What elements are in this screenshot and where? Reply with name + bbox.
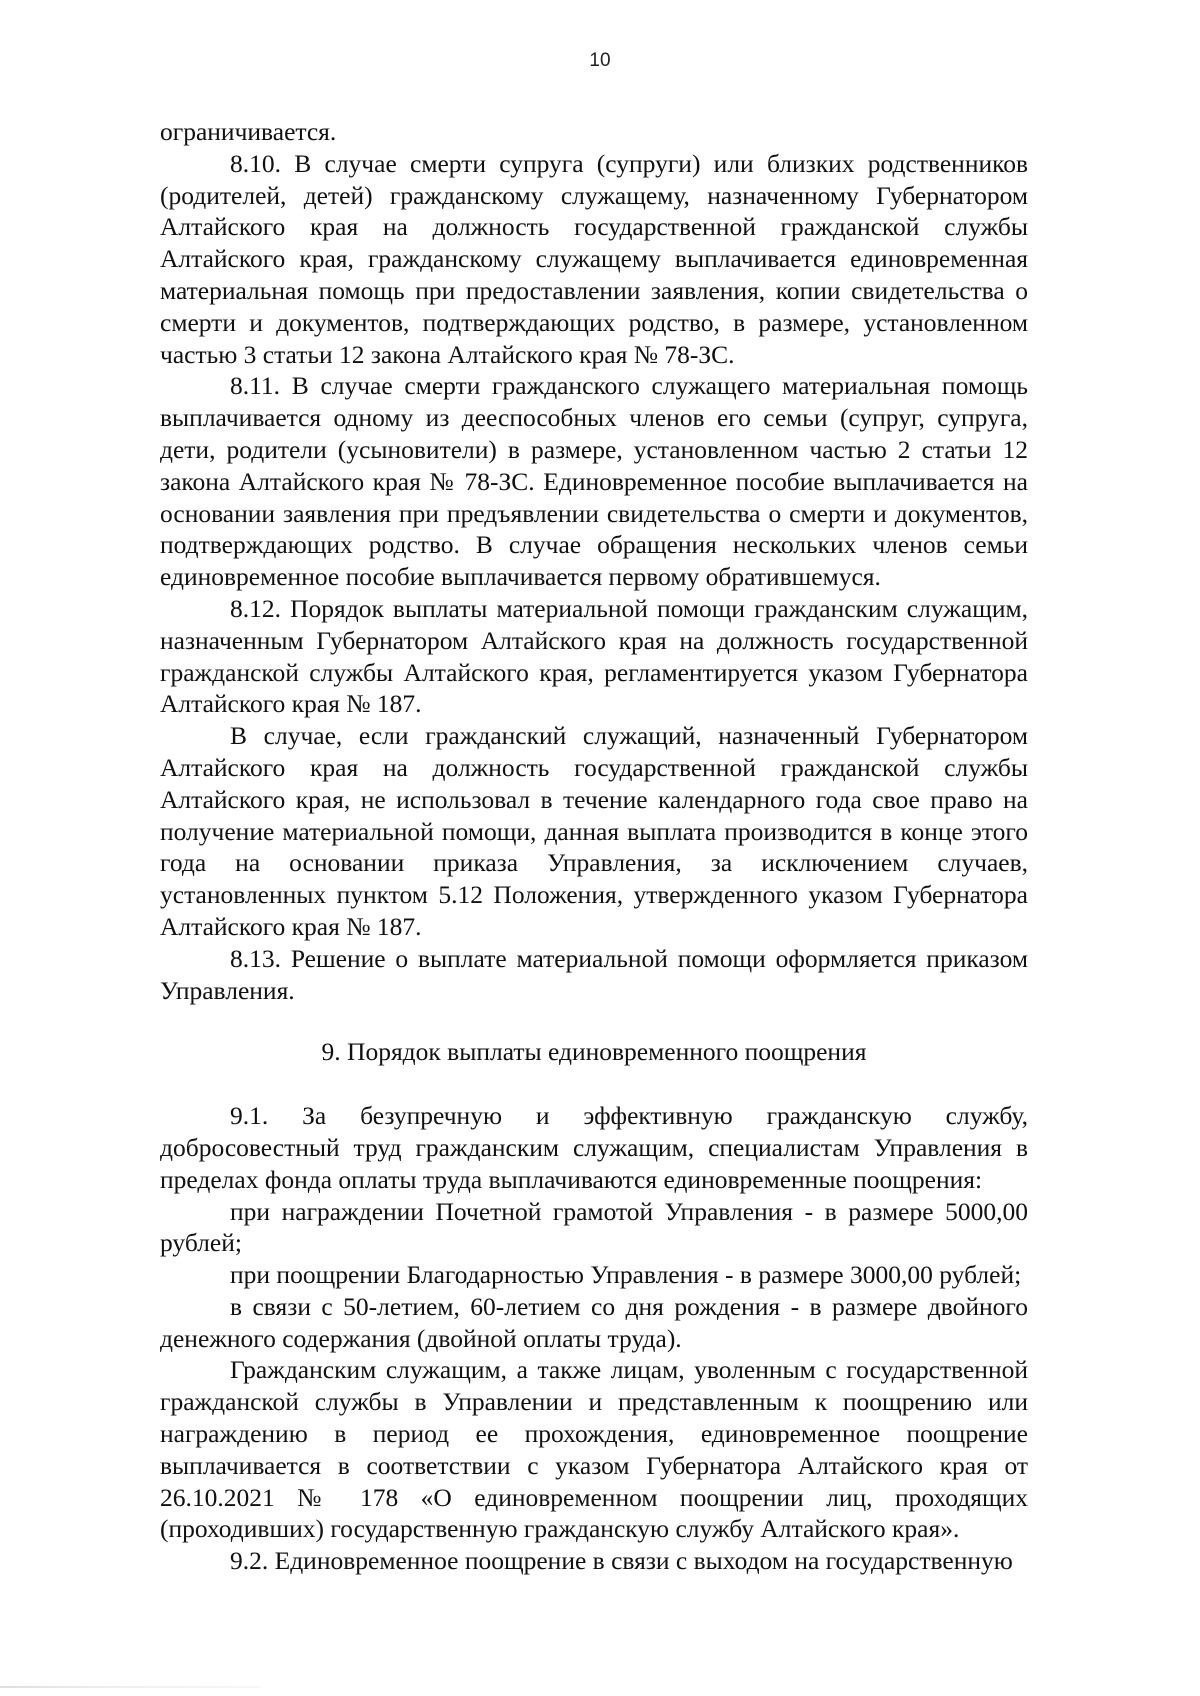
paragraph: при награждении Почетной грамотой Управления - в размере 5000,00 рублей; — [160, 1196, 1028, 1258]
paragraph-8-13: 8.13. Решение о выплате материальной помощи оформляется приказом Управления. — [160, 943, 1028, 1005]
page-number: 10 — [589, 50, 611, 71]
paragraph-9-2: 9.2. Единовременное поощрение в связи с выходом на государственную — [230, 1546, 1013, 1576]
paragraph-9-1: 9.1. За безупречную и эффективную гражданскую службу, добросовестный труд гражданским служащим, специалистам Управления в пределах фонда оплаты труда выплачиваются единовременные поощрения: — [160, 1101, 1028, 1194]
paragraph: в связи с 50-летием, 60-летием со дня рождения - в размере двойного денежного содержания (двойной оплаты труда). — [160, 1291, 1028, 1353]
section-heading: 9. Порядок выплаты единовременного поощрения — [321, 1037, 867, 1067]
paragraph-8-12: 8.12. Порядок выплаты материальной помощи гражданским служащим, назначенным Губернатором Алтайского края на должность государственной гражданской службы Алтайского края, регламентируется указом Губернатора Алтайского края № 187. — [160, 593, 1028, 719]
paragraph: ограничивается. — [160, 117, 337, 146]
paragraph: Гражданским служащим, а также лицам, уволенным с государственной гражданской службы в Управлении и представленным к поощрению или награждению в период ее прохождения, единовременное поощрение выплачивается в соответствии с указом Губернатора Алтайского края от 26.10.2021 № 178 «О единовременном поощрении лиц, проходящих (проходивших) государственную гражданскую службу Алтайского края». — [160, 1355, 1028, 1544]
paragraph-8-11: 8.11. В случае смерти гражданского служащего материальная помощь выплачивается одному из дееспособных членов его семьи (супруг, супруга, дети, родители (усыновители) в размере, установленном частью 2 статьи 12 закона Алтайского края № 78-ЗС. Единовременное пособие выплачивается на основании заявления при предъявлении свидетельства о смерти и документов, подтверждающих родство. В случае обращения нескольких членов семьи единовременное пособие выплачивается первому обратившемуся. — [160, 371, 1028, 592]
document-body — [160, 116, 1028, 1577]
paragraph: при поощрении Благодарностью Управления - в размере 3000,00 рублей; — [230, 1260, 1022, 1290]
paragraph: В случае, если гражданский служащий, назначенный Губернатором Алтайского края на должность государственной гражданской службы Алтайского края, не использовал в течение календарного года свое право на получение материальной помощи, данная выплата производится в конце этого года на основании приказа Управления, за исключением случаев, установленных пунктом 5.12 Положения, утвержденного указом Губернатора Алтайского края № 187. — [160, 721, 1028, 941]
paragraph-8-10: 8.10. В случае смерти супруга (супруги) или близких родственников (родителей, детей) гражданскому служащему, назначенному Губернатором Алтайского края на должность государственной гражданской службы Алтайского края, гражданскому служащему выплачивается единовременная материальная помощь при предоставлении заявления, копии свидетельства о смерти и документов, подтверждающих родство, в размере, установленном частью 3 статьи 12 закона Алтайского края № 78-ЗС. — [160, 148, 1028, 369]
scan-artifact — [0, 1686, 260, 1688]
